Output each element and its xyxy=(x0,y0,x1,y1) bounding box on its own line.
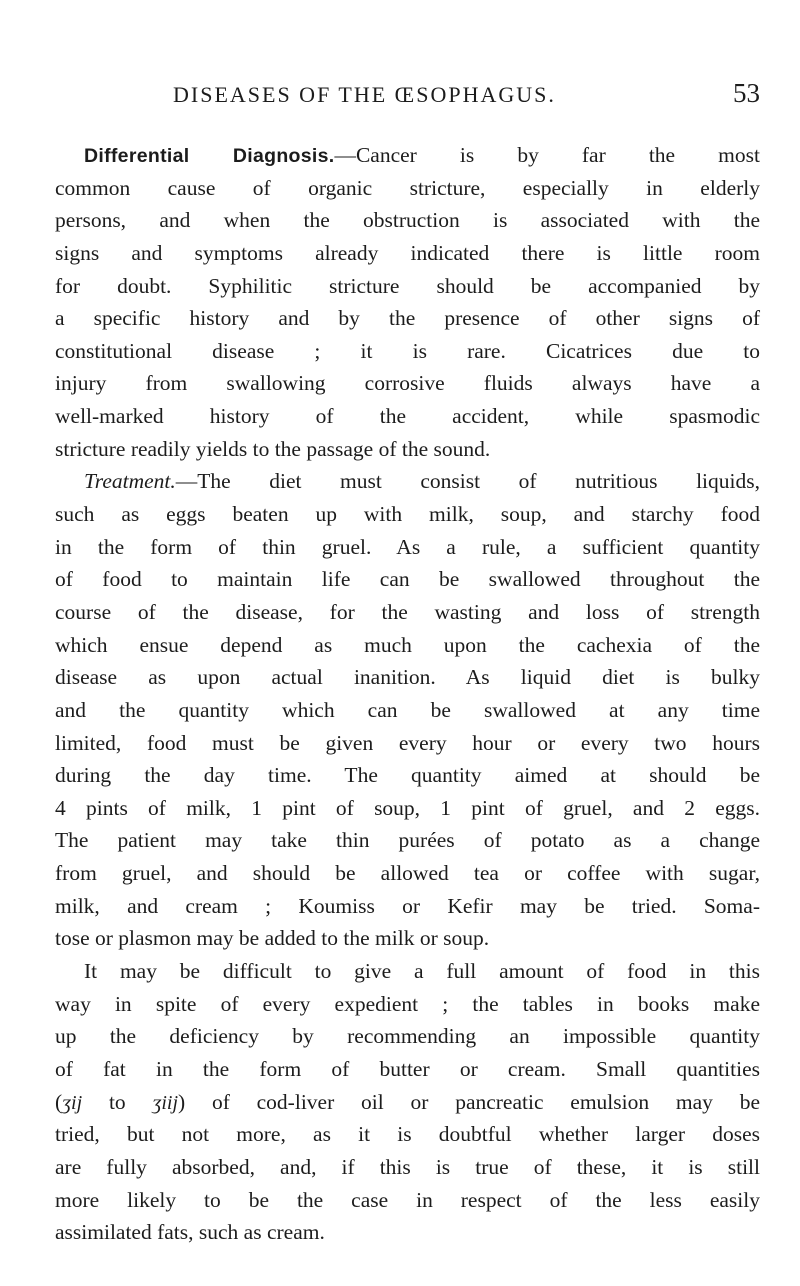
paragraph-line xyxy=(55,465,760,498)
dose-drachm-2: ʒij xyxy=(62,1091,83,1114)
paragraph-line: such as eggs beaten up with milk, soup, and starchy food xyxy=(55,502,760,527)
paragraph-line: in the form of thin gruel. As a rule, a sufficient quantity xyxy=(55,534,760,559)
paragraph-line: The patient may take thin purées of potato as a change xyxy=(55,828,760,853)
paragraph-line: injury from swallowing corrosive fluids always have a xyxy=(55,371,760,396)
paragraph-line: tried, but not more, as it is doubtful whether larger doses xyxy=(55,1122,760,1147)
paragraph-line: signs and symptoms already indicated there is little room xyxy=(55,240,760,265)
line-text: —Cancer is by far the most xyxy=(334,143,760,167)
section-heading-differential-diagnosis: Differential Diagnosis. xyxy=(84,145,335,167)
paragraph-line: more likely to be the case in respect of the less easily xyxy=(55,1187,760,1212)
paragraph-line: tose or plasmon may be added to the milk or soup. xyxy=(55,926,490,951)
dose-rest: ) of cod-liver oil or pancreatic emulsion may be xyxy=(178,1089,760,1114)
paragraph-line: and the quantity which can be swallowed at any time xyxy=(55,697,760,722)
paragraph-line: milk, and cream ; Koumiss or Kefir may be tried. Soma- xyxy=(55,893,760,918)
paragraph-line: course of the disease, for the wasting and loss of strength xyxy=(55,599,760,624)
paragraph-line: of food to maintain life can be swallowed throughout the xyxy=(55,567,760,592)
paragraph-line: way in spite of every expedient ; the tables in books make xyxy=(55,991,760,1016)
paragraph-line: a specific history and by the presence of other signs of xyxy=(55,306,760,331)
paragraph-line: up the deficiency by recommending an impossible quantity xyxy=(55,1024,760,1049)
paragraph-line: persons, and when the obstruction is associated with the xyxy=(55,208,760,233)
paragraph-line: well-marked history of the accident, while spasmodic xyxy=(55,404,760,429)
paragraph-line: limited, food must be given every hour or every two hours xyxy=(55,730,760,755)
section-heading-treatment: Treatment. xyxy=(84,469,176,494)
dose-to: to xyxy=(82,1089,153,1114)
line-text: —The diet must consist of nutritious liquids, xyxy=(175,469,760,494)
paragraph-line: from gruel, and should be allowed tea or coffee with sugar, xyxy=(55,861,760,886)
paragraph-line: It may be difficult to give a full amount of food in this xyxy=(84,959,760,984)
running-head xyxy=(55,78,760,118)
body-text xyxy=(55,139,760,1249)
paragraph-line: which ensue depend as much upon the cachexia of the xyxy=(55,632,760,657)
paragraph-line-dose xyxy=(55,1086,760,1119)
paragraph-line: assimilated fats, such as cream. xyxy=(55,1220,325,1245)
page-number: 53 xyxy=(733,78,760,108)
paragraph-line: are fully absorbed, and, if this is true of these, it is still xyxy=(55,1154,760,1179)
paragraph-line: disease as upon actual inanition. As liquid diet is bulky xyxy=(55,665,760,690)
paragraph-line: of fat in the form of butter or cream. Small quantities xyxy=(55,1056,760,1081)
dose-open-paren: ( xyxy=(55,1089,63,1114)
paragraph-line: for doubt. Syphilitic stricture should be accompanied by xyxy=(55,273,760,298)
paragraph-line: during the day time. The quantity aimed at should be xyxy=(55,763,760,788)
paragraph-line: constitutional disease ; it is rare. Cicatrices due to xyxy=(55,338,760,363)
dose-drachm-3: ʒiij xyxy=(152,1091,179,1114)
paragraph-line: 4 pints of milk, 1 pint of soup, 1 pint of gruel, and 2 eggs. xyxy=(55,795,760,820)
paragraph-line: common cause of organic stricture, especially in elderly xyxy=(55,175,760,200)
paragraph-line xyxy=(55,139,760,172)
running-title: DISEASES OF THE ŒSOPHAGUS. xyxy=(173,82,556,107)
paragraph-line: stricture readily yields to the passage of the sound. xyxy=(55,436,491,461)
